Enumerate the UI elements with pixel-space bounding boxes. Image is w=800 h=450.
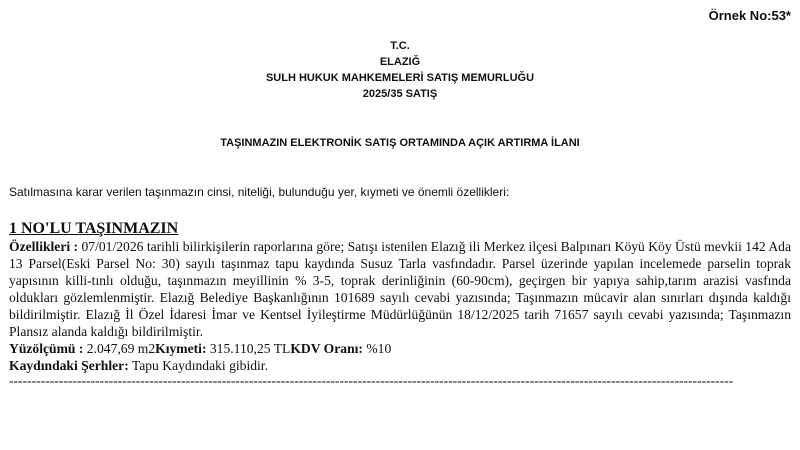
area-label: Yüzölçümü : (9, 341, 84, 356)
value-amount: 315.110,25 TL (206, 341, 291, 356)
header-tc: T.C. (390, 40, 410, 52)
vat-label: KDV Oranı: (290, 341, 363, 356)
annotations-value: Tapu Kaydındaki gibidir. (128, 358, 268, 373)
features-label: Özellikleri : (9, 239, 79, 254)
vat-value: %10 (362, 341, 392, 356)
header-city: ELAZIĞ (379, 56, 421, 68)
property-annotations (9, 357, 791, 374)
annotations-label: Kaydındaki Şerhler: (9, 358, 129, 373)
sample-number: Örnek No:53* (708, 8, 791, 23)
notice-title: TAŞINMAZIN ELEKTRONİK SATIŞ ORTAMINDA AÇIK ARTIRMA İLANI (220, 137, 580, 149)
separator-line: ---------------------------------------------------------------------------------------------------------------------------------------------------------------- (9, 373, 734, 388)
intro-text: Satılmasına karar verilen taşınmazın cinsi, niteliği, bulunduğu yer, kıymeti ve önemli özellikleri: (9, 185, 510, 199)
header-file-no: 2025/35 SATIŞ (362, 88, 438, 100)
property-title: 1 NO'LU TAŞINMAZIN (9, 220, 179, 237)
property-features (9, 238, 791, 340)
area-value: 2.047,69 m2 (83, 341, 156, 356)
value-label: Kıymeti: (155, 341, 207, 356)
property-area-value-line (9, 340, 791, 357)
header-office: SULH HUKUK MAHKEMELERİ SATIŞ MEMURLUĞU (265, 72, 535, 84)
court-header (0, 38, 800, 102)
property-section (9, 219, 791, 388)
features-text: 07/01/2026 tarihli bilirkişilerin raporlarına göre; Satışı istenilen Elazığ ili Merkez ilçesi Balpınarı Köyü Köy Üstü mevkii 142 Ada 13 Parsel(Eski Parsel No: 30) sayılı taşınmaz tapu kaydında Susuz Tarla vasfındadır. Parsel üzerinde yapılan incelemede parselin toprak yapısının killi-tınlı olduğu, taşınmazın meyillinin % 3-5, toprak derinliğinin (60-90cm), geçirgen bir yapıya sahip,tarım arazisi vasfında oldukları gözlemlenmiştir. Elazığ Belediye Başkanlığının 101689 sayılı cevabi yazısında; Taşınmazın mücavir alan sınırları dışında kaldığı bildirilmiştir. Elazığ İl Özel İdaresi İmar ve Kentsel İyileştirme Müdürlüğünün 18/12/2025 tarih 71657 sayılı cevabi yazısında; Taşınmazın Plansız alanda kaldığı bildirilmiştir. (9, 239, 792, 339)
